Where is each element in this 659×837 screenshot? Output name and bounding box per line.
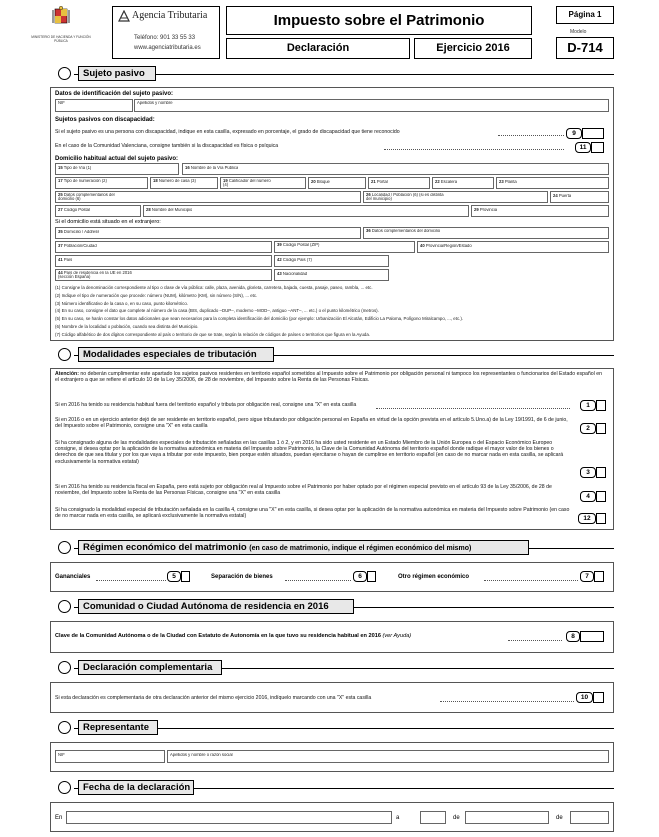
section-radio-comunidad[interactable] xyxy=(58,600,71,613)
otro-regimen-label: Otro régimen económico xyxy=(398,574,470,580)
field-35[interactable] xyxy=(55,227,361,239)
disability-heading: Sujetos pasivos con discapacidad: xyxy=(55,117,155,123)
complementaria-checkbox[interactable] xyxy=(593,692,604,703)
agency-name: Agencia Tributaria xyxy=(132,10,208,21)
label-20: 20 Bloque xyxy=(311,180,330,184)
footnote: (1) Consigne la denominación correspondiente al tipo o clase de vía pública: calle, plaza, avenida, glorieta, carretera, bajada, cuesta, pasaje, paseo, rambla, ... etc. xyxy=(55,285,373,290)
fiscal-year: Ejercicio 2016 xyxy=(436,42,510,54)
disability-type-input[interactable] xyxy=(591,142,604,153)
label-21: 21 Portal xyxy=(371,180,388,184)
en-label: En xyxy=(55,815,63,821)
id-heading: Datos de identificación del sujeto pasivo: xyxy=(55,91,174,97)
box-number-1: 1 xyxy=(580,400,596,411)
comunidad-code-input[interactable] xyxy=(580,631,604,642)
option-4-checkbox[interactable] xyxy=(596,491,606,502)
disability-text-2: En el caso de la Comunidad Valenciana, consigne también si la discapacidad es física o psíquica xyxy=(55,143,279,149)
leader-dots xyxy=(384,149,564,150)
abroad-heading: Si el domicilio está situado en el extranjero: xyxy=(55,219,161,225)
name-field[interactable] xyxy=(134,99,609,112)
model-label: Modelo xyxy=(570,29,587,35)
box-number-11: 11 xyxy=(575,142,591,153)
disability-text-1: Si el sujeto pasivo es una persona con discapacidad, indique en esta casilla, expresado en porcentaje, el grado de discapacidad que tiene reconocido xyxy=(55,129,400,135)
agency-phone: Teléfono: 901 33 55 33 xyxy=(134,35,196,41)
form-subtitle: Declaración xyxy=(286,42,350,54)
gananciales-checkbox[interactable] xyxy=(181,571,190,582)
label-16: 16 Nombre de la Vía Pública xyxy=(185,166,239,170)
option-3-input[interactable] xyxy=(596,467,606,478)
section-radio-modalidades[interactable] xyxy=(58,348,71,361)
footnote: (2) Indique el tipo de numeración que procede: número (NUM), kilómetro (KM), sin número (S/N), ... etc. xyxy=(55,292,258,298)
option-2-text: Si en 2016 o en un ejercicio anterior dejó de ser residente en territorio español, pero sigue tributando por obligación personal en España en virtud de la opción prevista en el artículo 5.Uno.a) de la Ley 19/1991, de 6 de junio, del Impuesto sobre el Patrimonio, consigne una "X" en esta casilla xyxy=(55,417,568,430)
footnote: (3) Número identificativo de la casa o, en su caso, punto kilométrico. xyxy=(55,300,189,306)
label-18: 18 Número de casa (3) xyxy=(153,179,196,183)
page-number: Página 1 xyxy=(568,10,602,19)
model-number: D-714 xyxy=(567,40,603,55)
representante-name-field[interactable] xyxy=(167,750,609,763)
option-12-text: Si ha consignado la modalidad especial de tributación señalada en la casilla 4, consigne una "X" en esta casilla, si desea optar por la aplicación de la normativa autonómica en materia del Impuesto sobre Patrimonio (en caso de no marcar nada en esta casilla, se aplicará exclusivamente la normativa estatal) xyxy=(55,507,570,520)
section-title-sujeto-pasivo: Sujeto pasivo xyxy=(78,66,156,81)
footnote: (5) En su caso, se harán constar los datos adicionales que sean necesarios para la completa identificación del domicilio (por ejemplo: Urbanización El Alcotán, Edificio La Paloma, Polígono Miralcampo, ..., etc.). xyxy=(55,316,464,322)
footnote: (6) Nombre de la localidad o población, cuando sea distinta del Municipio. xyxy=(55,323,199,329)
representante-name-label: Apellidos y nombre o razón social xyxy=(170,753,233,757)
section-title-regimen: Régimen económico del matrimonio (en caso de matrimonio, indique el régimen económico del mismo) xyxy=(78,540,529,555)
section-title-fecha: Fecha de la declaración xyxy=(78,780,194,795)
box-number-9: 9 xyxy=(566,128,582,139)
section-radio-sujeto-pasivo[interactable] xyxy=(58,67,71,80)
footnotes xyxy=(55,284,610,339)
leader-dots xyxy=(484,580,578,581)
section-radio-fecha[interactable] xyxy=(58,781,71,794)
representante-nif-field[interactable] xyxy=(55,750,165,763)
footnote: (7) Código alfabético de dos dígitos correspondiente al país o territorio de que se trate, según la relación de códigos de países o territorios que figura en la Ayuda. xyxy=(55,331,371,337)
comunidad-text: Clave de la Comunidad Autónoma o de la Ciudad con Estatuto de Autonomía en la que tuvo su residencia habitual en 2016 (ver Ayuda) xyxy=(55,633,412,639)
label-43: 43 Nacionalidad xyxy=(277,272,308,276)
option-2-checkbox[interactable] xyxy=(596,423,606,434)
nif-field[interactable] xyxy=(55,99,133,112)
gananciales-label: Gananciales xyxy=(55,574,91,580)
box-number-7: 7 xyxy=(580,571,594,582)
label-39: 39 Código Postal (ZIP) xyxy=(277,243,320,247)
option-4-text: Si en 2016 ha tenido su residencia fiscal en España, pero está sujeto por obligación real al Impuesto sobre el Patrimonio por haber optado por el régimen especial previsto en el artículo 93 de la Ley 35/2006, de 28 de noviembre, del Impuesto sobre la Renta de las Personas Físicas, consigne una "X" en esta casilla xyxy=(55,484,552,497)
section-title-representante: Representante xyxy=(78,720,158,735)
label-41: 41 País xyxy=(58,258,73,262)
section-title-complementaria: Declaración complementaria xyxy=(78,660,222,675)
label-35: 35 Domicilio / Address xyxy=(58,230,100,234)
label-40: 40 Provincia/Región/Estado xyxy=(420,244,472,248)
label-22: 22 Escalera xyxy=(435,180,458,184)
nif-label: NIF xyxy=(58,101,65,105)
name-label: Apellidos y nombre xyxy=(137,101,173,105)
section-radio-complementaria[interactable] xyxy=(58,661,71,674)
leader-dots xyxy=(96,580,166,581)
representante-nif-label: NIF xyxy=(58,753,65,757)
leader-dots xyxy=(498,135,564,136)
label-19: 19 Calificador del número (4) xyxy=(223,179,271,188)
leader-dots xyxy=(440,701,574,702)
section-title-modalidades: Modalidades especiales de tributación xyxy=(78,347,274,362)
label-24: 24 Puerta xyxy=(553,194,572,198)
section-radio-representante[interactable] xyxy=(58,721,71,734)
box-number-12: 12 xyxy=(578,513,596,524)
complementaria-text: Si esta declaración es complementaria de otra declaración anterior del mismo ejercicio 2016, indíquelo marcando con una "X" esta casilla xyxy=(55,695,372,701)
year-field[interactable] xyxy=(570,811,609,824)
box-number-10: 10 xyxy=(576,692,593,703)
section-title-comunidad: Comunidad o Ciudad Autónoma de residencia en 2016 xyxy=(78,599,354,614)
label-26: 26 Localidad / Población (6) (si es distinta del municipio) xyxy=(366,193,444,202)
label-42: 42 Código País (7) xyxy=(277,258,312,262)
label-27: 27 Código Postal xyxy=(58,208,90,212)
option-3-text: Si ha consignado alguna de las modalidades especiales de tributación señaladas en las casillas 1 ó 2, y en 2016 ha sido usted residente en un Estado Miembro de la Unión Europea o del Espacio Económico Europeo consigne, si desea optar por la aplicación de la normativa autonómica en materia del Impuesto sobre Patrimonio, la Clave de la Comunidad Autónoma del territorio español donde radique el mayor valor de los bienes o derechos de que sea titular y por los que vaya a tributar por este impuesto, bien porque estén situados, puedan ejercitarse o hayan de cumplirse en territorio español (en caso de no marcar nada en esta casilla, se aplicará exclusivamente la normativa estatal) xyxy=(55,440,564,465)
label-15: 15 Tipo de Vía (1) xyxy=(58,166,92,170)
option-12-checkbox[interactable] xyxy=(596,513,606,524)
field-16[interactable] xyxy=(182,163,609,175)
de-label-2: de xyxy=(556,815,563,821)
separacion-label: Separación de bienes xyxy=(211,574,273,580)
domicile-heading: Domicilio habitual actual del sujeto pasivo: xyxy=(55,156,179,162)
ministry-name: MINISTERIO DE HACIENDA Y FUNCIÓN PÚBLICA xyxy=(31,35,91,43)
label-36: 36 Datos complementarios del domicilio xyxy=(366,229,441,233)
box-number-2: 2 xyxy=(580,423,596,434)
footnote: (4) En su caso, consigne el dato que complete al número de la casa (BIS, duplicado –DUP–, moderno –MOD–, antiguo –ANT–, ... etc.) o el punto kilométrico (metros). xyxy=(55,308,379,314)
leader-dots xyxy=(285,580,351,581)
field-41[interactable] xyxy=(55,255,272,267)
box-number-5: 5 xyxy=(167,571,181,582)
regimen-panel xyxy=(50,562,614,592)
option-1-text: Si en 2016 ha tenido su residencia habitual fuera del territorio español y tributa por obligación real, consigne una "X" en esta casilla xyxy=(55,402,357,408)
label-44: 44 País de residencia en la UE en 2016 (sección Espaňa) xyxy=(58,271,132,280)
label-17: 17 Tipo de numeración (2) xyxy=(58,179,107,183)
box-number-8: 8 xyxy=(566,631,580,642)
label-29: 29 Provincia xyxy=(474,208,498,212)
a-label: a xyxy=(396,815,400,821)
agency-logo-icon xyxy=(118,9,130,21)
box-number-4: 4 xyxy=(580,491,596,502)
box-number-6: 6 xyxy=(353,571,367,582)
month-field[interactable] xyxy=(465,811,549,824)
label-25: 25 Datos complementarios del domicilio (6) xyxy=(58,193,115,202)
separacion-checkbox[interactable] xyxy=(367,571,376,582)
leader-dots xyxy=(376,408,570,409)
de-label-1: de xyxy=(453,815,460,821)
coat-of-arms-logo xyxy=(50,6,72,34)
section-radio-regimen[interactable] xyxy=(58,541,71,554)
label-23: 23 Planta xyxy=(499,180,517,184)
label-37: 37 Población/Ciudad xyxy=(58,244,97,248)
option-1-checkbox[interactable] xyxy=(596,400,606,411)
place-field[interactable] xyxy=(66,811,392,824)
attention-note: Atención: no deberán cumplimentar este apartado los sujetos pasivos residentes en territorio español sometidos al Impuesto sobre el Patrimonio por obligación personal ni tampoco los representantes o funcionarios del Estado español en el extranjero a que se refiere el artículo 10 de la Ley 35/2006, de 28 de noviembre, del Impuesto sobre la Renta de las Personas Físicas. xyxy=(55,371,603,384)
box-number-3: 3 xyxy=(580,467,596,478)
form-title: Impuesto sobre el Patrimonio xyxy=(273,12,485,29)
day-field[interactable] xyxy=(420,811,446,824)
disability-percent-input[interactable] xyxy=(582,128,604,139)
leader-dots xyxy=(508,640,562,641)
agency-web: www.agenciatributaria.es xyxy=(134,45,201,51)
label-28: 28 Nombre del Municipio xyxy=(146,208,193,212)
otro-regimen-checkbox[interactable] xyxy=(594,571,604,582)
